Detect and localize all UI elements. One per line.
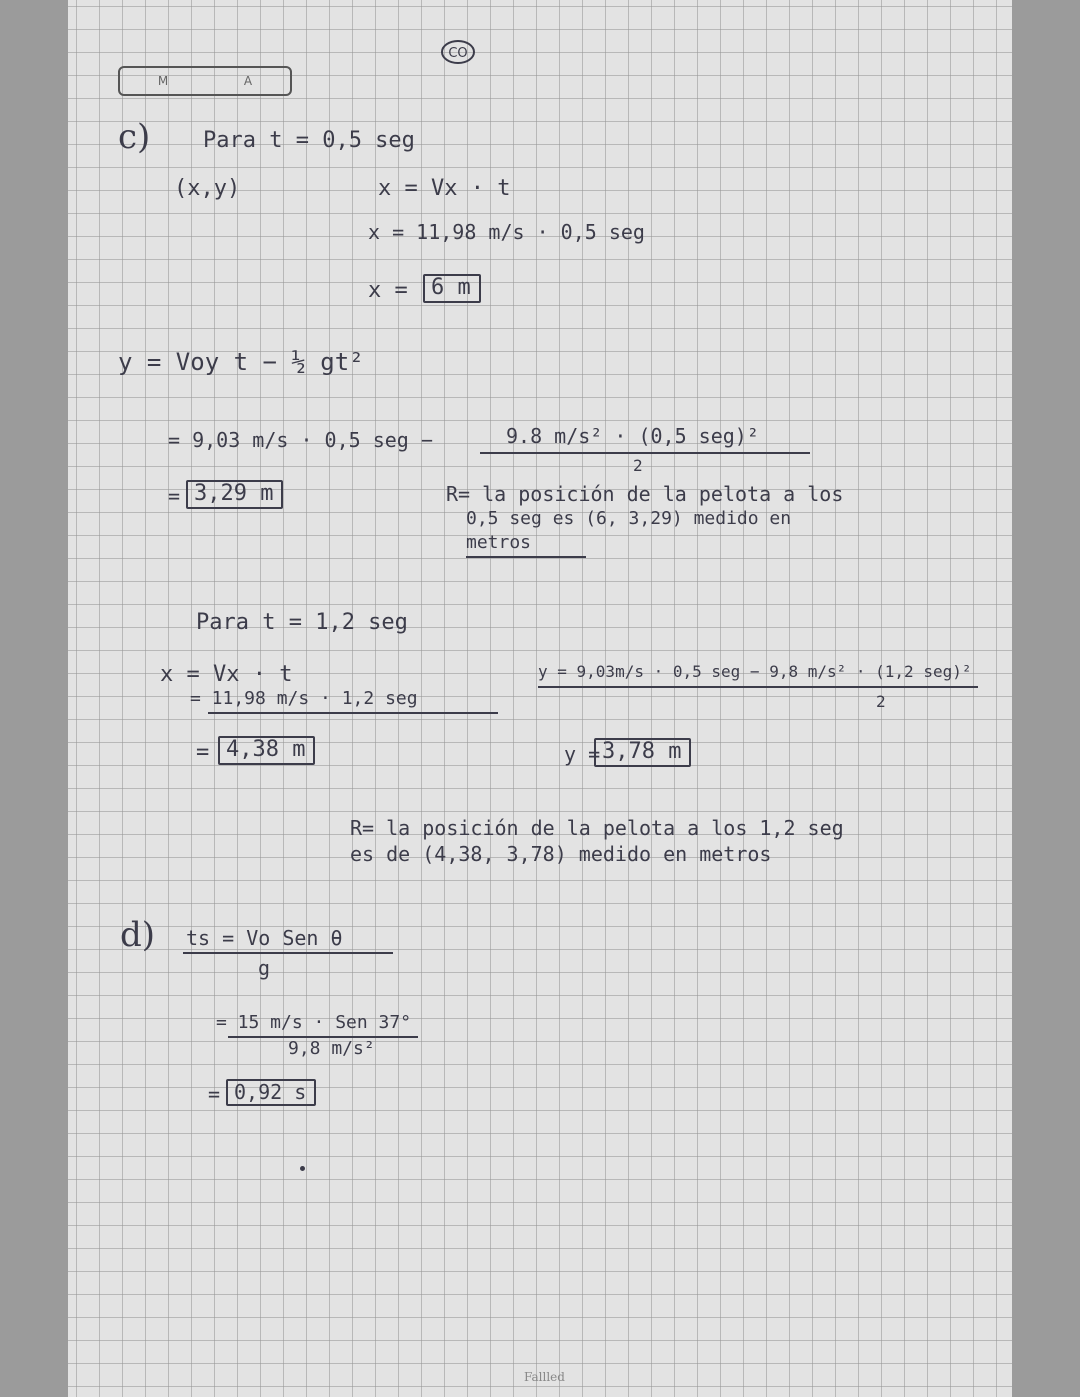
d-eq: =: [208, 1082, 221, 1106]
t1-y-denominator: 2: [633, 456, 643, 475]
t1-y-eq: =: [168, 484, 181, 508]
t1-y-substitution-left: = 9,03 m/s · 0,5 seg −: [168, 428, 433, 452]
t1-answer-line-3: metros: [466, 532, 532, 553]
t1-answer-line-1: R= la posición de la pelota a los: [446, 482, 844, 506]
part-c-label: c): [118, 117, 151, 157]
t2-x-formula: x = Vx · t: [160, 662, 293, 687]
t1-answer-underline: [466, 556, 586, 558]
t1-heading: Para t = 0,5 seg: [203, 128, 415, 153]
d-substitution-numerator: = 15 m/s · Sen 37°: [216, 1012, 412, 1033]
part-d-label: d): [120, 915, 156, 955]
t2-y-label: y =: [564, 742, 601, 766]
t1-x-result: 6 m: [423, 274, 481, 303]
t1-x-substitution: x = 11,98 m/s · 0,5 seg: [368, 220, 645, 244]
t2-y-denominator: 2: [876, 692, 886, 711]
d-substitution-denominator: 9,8 m/s²: [288, 1038, 375, 1059]
t1-y-result: 3,29 m: [186, 480, 283, 509]
t1-x-formula: x = Vx · t: [378, 176, 511, 201]
t2-y-result: 3,78 m: [594, 738, 691, 767]
t2-x-eq: =: [196, 740, 210, 765]
d-formula-bar: [183, 952, 393, 954]
t1-fraction-bar: [480, 452, 810, 454]
t2-answer-line-2: es de (4,38, 3,78) medido en metros: [350, 842, 772, 866]
t2-x-underline: [208, 712, 498, 714]
signature-scribble: Fallled: [524, 1370, 565, 1384]
t1-x-label: x =: [368, 278, 408, 303]
y-formula: y = Voy t − ½ gt²: [118, 348, 364, 376]
t2-y-substitution: y = 9,03m/s · 0,5 seg − 9,8 m/s² · (1,2 seg)²: [538, 662, 972, 681]
d-formula-denominator: g: [258, 956, 271, 980]
ink-dot: [300, 1166, 305, 1171]
d-formula-numerator: ts = Vo Sen θ: [186, 926, 343, 950]
t2-x-substitution: = 11,98 m/s · 1,2 seg: [190, 688, 418, 709]
xy-label: (x,y): [174, 176, 241, 201]
t2-x-result: 4,38 m: [218, 736, 315, 765]
header-box: [118, 66, 292, 96]
d-result: 0,92 s: [226, 1079, 316, 1106]
header-letter-m: M: [157, 74, 169, 88]
svg-text:CO: CO: [448, 46, 468, 61]
t2-y-fraction-bar: [538, 686, 978, 688]
co-logo: [440, 38, 476, 66]
t2-answer-line-1: R= la posición de la pelota a los 1,2 seg: [350, 816, 844, 840]
header-letter-a: A: [243, 74, 253, 88]
t1-y-numerator: 9.8 m/s² · (0,5 seg)²: [506, 424, 759, 448]
t1-answer-line-2: 0,5 seg es (6, 3,29) medido en: [466, 508, 792, 529]
notebook-page: [68, 0, 1012, 1397]
t2-heading: Para t = 1,2 seg: [196, 610, 408, 635]
